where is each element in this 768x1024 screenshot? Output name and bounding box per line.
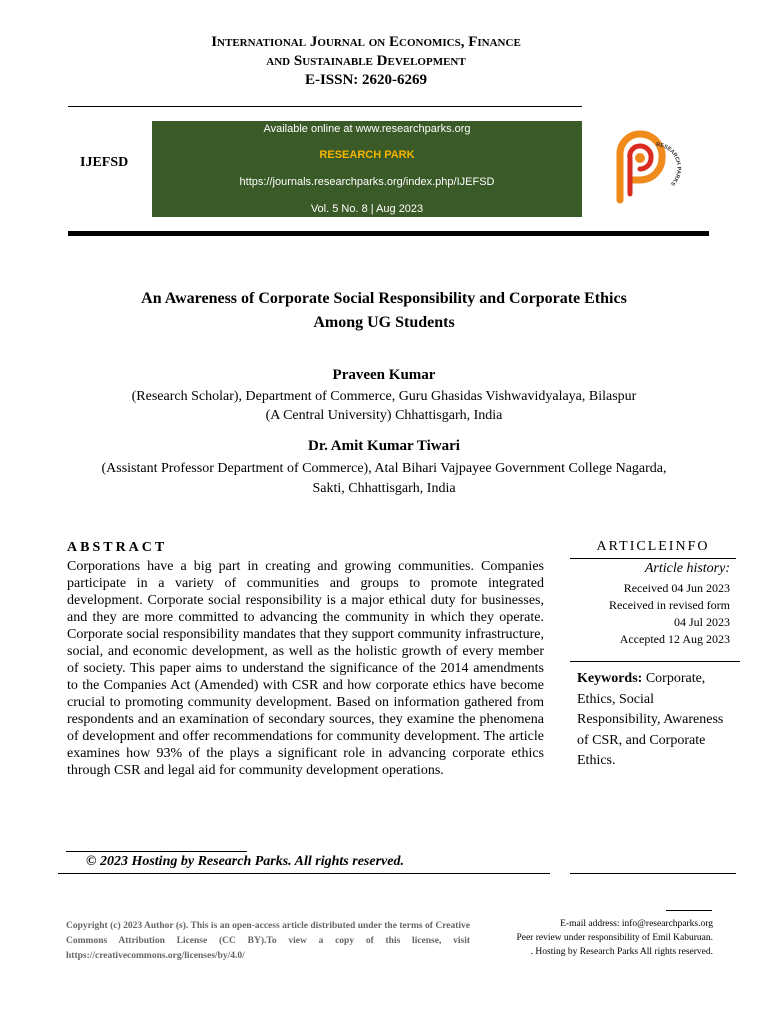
hosting-divider-right <box>570 873 736 874</box>
keywords-list: Corporate, Ethics, Social Responsibility, Awareness of CSR, and Corporate Ethics. <box>577 671 724 768</box>
header-divider <box>68 106 582 107</box>
abstract-heading: ABSTRACT <box>67 540 168 555</box>
svg-text:RESEARCH PARKS: RESEARCH PARKS <box>655 141 682 187</box>
abstract-text: Corporations have a big part in creating and growing communities. Companies participate in a variety of communities and groups to promote integrated development. Corporate social responsibility is a major ethical duty for businesses, and they are more committed to advancing the community in which they operate. Corporate social responsibility mandates that they support community infrastructure, social, and economic development, as well as the holistic growth of every member of society. This paper aims to understand the significance of the 2014 amendments to the Companies Act (Amended) with CSR and how corporate ethics have become crucial to promoting community development. Based on information gathered from respondents and an examination of secondary sources, they examine the phenomena of development and offer recommendations for community development. The article examines how 93% of the plays a significant role in advancing corporate ethics through CSR and legal aid for community development operations. <box>67 559 544 778</box>
revised-label: Received in revised form <box>609 598 730 612</box>
header-thick-divider <box>68 231 709 236</box>
journal-url[interactable]: https://journals.researchparks.org/index.php/IJEFSD <box>239 176 495 188</box>
journal-name-line2: and Sustainable Development <box>266 53 466 69</box>
keywords-divider <box>570 661 740 662</box>
available-online-text: Available online at www.researchparks.org <box>263 123 471 135</box>
journal-eissn: E-ISSN: 2620-6269 <box>304 72 428 88</box>
paper-title: An Awareness of Corporate Social Responsibility and Corporate Ethics Among UG Students <box>141 290 627 331</box>
author-affiliation: (Research Scholar), Department of Commerce, Guru Ghasidas Vishwavidyalaya, Bilaspur (A Central University) Chhattisgarh, India <box>131 389 637 423</box>
publisher-name: RESEARCH PARK <box>319 149 415 161</box>
journal-abbrev: IJEFSD <box>80 155 129 170</box>
revised-date: 04 Jul 2023 <box>673 615 730 629</box>
journal-title <box>100 33 632 90</box>
publisher-banner <box>152 121 582 217</box>
footer-divider <box>666 910 712 911</box>
peer-review-note: Peer review under responsibility of Emil Kaburuan. <box>516 933 713 943</box>
received-date: Received 04 Jun 2023 <box>623 581 730 595</box>
hosting-notice: © 2023 Hosting by Research Parks. All rights reserved. <box>86 854 404 869</box>
article-history-dates <box>570 580 730 648</box>
article-info-divider <box>570 558 736 559</box>
accepted-date: Accepted 12 Aug 2023 <box>619 632 730 646</box>
keywords-label: Keywords: <box>577 671 643 686</box>
footer-contact <box>470 917 713 959</box>
article-info-heading: ARTICLEINFO <box>596 539 710 554</box>
journal-name-line1: International Journal on Economics, Finance <box>211 34 521 50</box>
research-parks-logo-icon <box>610 128 688 208</box>
copyright-notice: Copyright (c) 2023 Author (s). This is an open-access article distributed under the terms of Creative Commons Attribution License (CC BY).To view a copy of this license, visit https://creativecommons.org/licenses/by/4.0/ <box>66 921 470 961</box>
hosting-short-divider <box>66 851 247 852</box>
author-name: Dr. Amit Kumar Tiwari <box>308 438 460 454</box>
keywords <box>577 669 735 772</box>
email-address[interactable]: E-mail address: info@researchparks.org <box>560 919 713 929</box>
article-history-title: Article history: <box>644 561 730 576</box>
author-affiliation: (Assistant Professor Department of Commerce), Atal Bihari Vajpayee Government College Nagarda, Sakti, Chhattisgarh, India <box>101 461 667 496</box>
author-name: Praveen Kumar <box>332 367 436 383</box>
volume-info: Vol. 5 No. 8 | Aug 2023 <box>310 203 424 215</box>
hosting-note: . Hosting by Research Parks All rights reserved. <box>530 947 713 957</box>
hosting-divider-left <box>58 873 550 874</box>
